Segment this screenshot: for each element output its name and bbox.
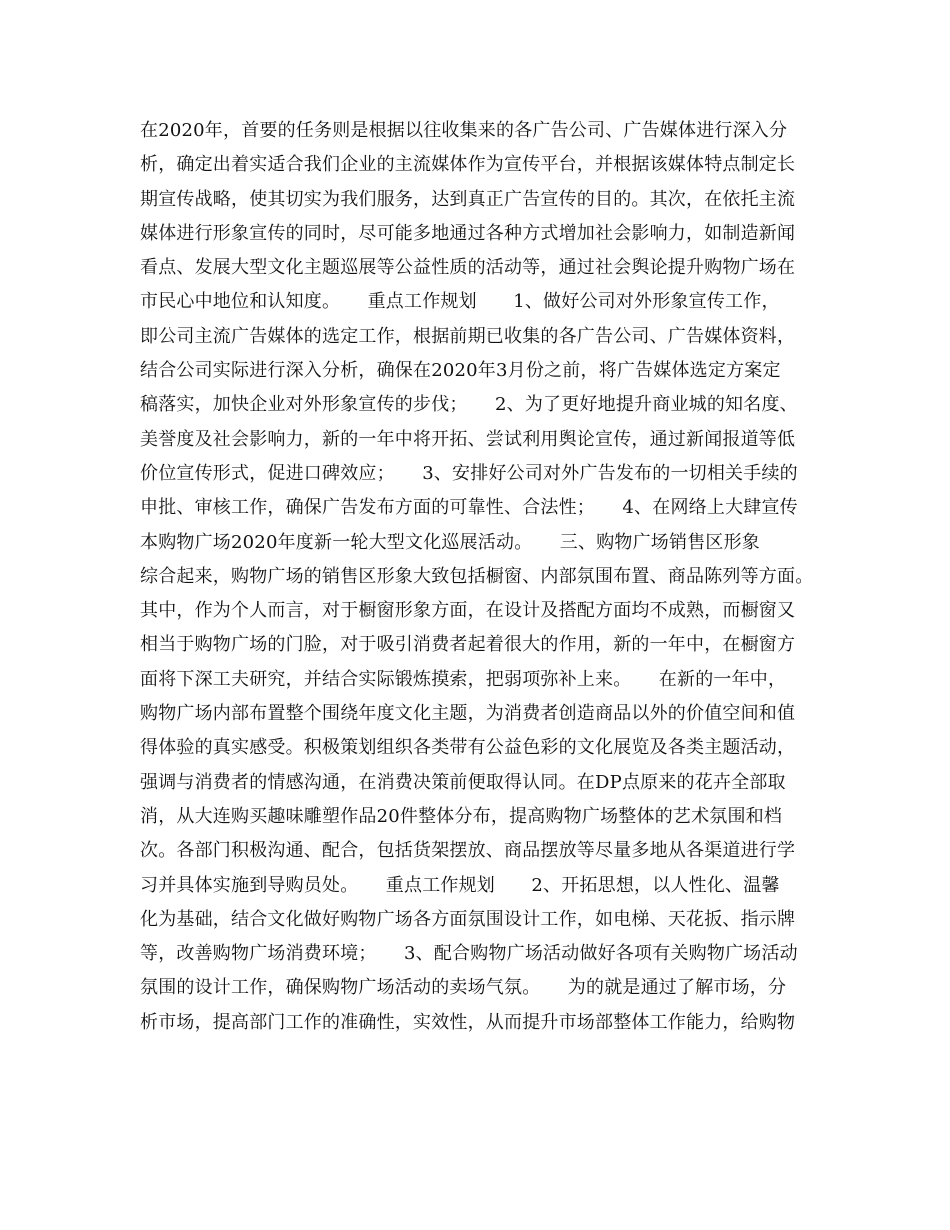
text-line: 其中，作为个人而言，对于橱窗形象方面，在设计及搭配方面均不成熟，而橱窗又 bbox=[140, 600, 796, 622]
text-line: 美誉度及社会影响力，新的一年中将开拓、尝试利用舆论宣传，通过新闻报道等低 bbox=[140, 428, 796, 450]
text-line: 化为基础，结合文化做好购物广场各方面氛围设计工作，如电梯、天花扳、指示牌 bbox=[140, 908, 796, 930]
text-line: 面将下深工夫研究，并结合实际锻炼摸索，把弱项弥补上来。 在新的一年中， bbox=[140, 668, 787, 690]
text-line: 即公司主流广告媒体的选定工作，根据前期已收集的各广告公司、广告媒体资料， bbox=[140, 325, 796, 347]
text-line: 析市场，提高部门工作的准确性，实效性，从而提升市场部整体工作能力，给购物 bbox=[140, 1011, 796, 1033]
text-line: 在2020年，首要的任务则是根据以往收集来的各广告公司、广告媒体进行深入分 bbox=[140, 120, 788, 141]
text-line: 媒体进行形象宣传的同时，尽可能多地通过各种方式增加社会影响力，如制造新闻 bbox=[140, 222, 796, 244]
text-line: 习并具体实施到导购员处。 重点工作规划 2、开拓思想，以人性化、温馨 bbox=[140, 874, 780, 896]
text-line: 相当于购物广场的门脸，对于吸引消费者起着很大的作用，新的一年中，在橱窗方 bbox=[140, 634, 796, 656]
text-line: 结合公司实际进行深入分析，确保在2020年3月份之前，将广告媒体选定方案定 bbox=[140, 360, 781, 382]
text-line: 次。各部门积极沟通、配合，包括货架摆放、商品摆放等尽量多地从各渠道进行学 bbox=[140, 840, 796, 862]
text-line: 强调与消费者的情感沟通，在消费决策前便取得认同。在DP点原来的花卉全部取 bbox=[140, 771, 786, 793]
text-line: 综合起来，购物广场的销售区形象大致包括橱窗、内部氛围布置、商品陈列等方面。 bbox=[140, 565, 814, 587]
text-line: 稿落实，加快企业对外形象宣传的步伐； 2、为了更好地提升商业城的知名度、 bbox=[140, 394, 798, 416]
text-line: 氛围的设计工作，确保购物广场活动的卖场气氛。 为的就是通过了解市场，分 bbox=[140, 977, 787, 999]
text-line: 期宣传战略，使其切实为我们服务，达到真正广告宣传的目的。其次，在依托主流 bbox=[140, 188, 796, 210]
text-line: 申批、审核工作，确保广告发布方面的可靠性、合法性； 4、在网络上大肆宣传 bbox=[140, 497, 798, 519]
text-line: 本购物广场2020年度新一轮大型文化巡展活动。 三、购物广场销售区形象 bbox=[140, 531, 761, 553]
document-body bbox=[140, 114, 830, 1040]
text-line: 购物广场内部布置整个围绕年度文化主题，为消费者创造商品以外的价值空间和值 bbox=[140, 703, 796, 725]
text-line: 消，从大连购买趣味雕塑作品20件整体分布，提高购物广场整体的艺术氛围和档 bbox=[140, 805, 783, 827]
text-line: 等，改善购物广场消费环境； 3、配合购物广场活动做好各项有关购物广场活动 bbox=[140, 943, 798, 965]
text-line: 得体验的真实感受。积极策划组织各类带有公益色彩的文化展览及各类主题活动， bbox=[140, 737, 796, 759]
text-line: 析，确定出着实适合我们企业的主流媒体作为宣传平台，并根据该媒体特点制定长 bbox=[140, 154, 796, 176]
text-line: 价位宣传形式，促进口碑效应； 3、安排好公司对外广告发布的一切相关手续的 bbox=[140, 462, 798, 484]
text-line: 市民心中地位和认知度。 重点工作规划 1、做好公司对外形象宣传工作， bbox=[140, 291, 780, 313]
text-line: 看点、发展大型文化主题巡展等公益性质的活动等，通过社会舆论提升购物广场在 bbox=[140, 257, 796, 279]
